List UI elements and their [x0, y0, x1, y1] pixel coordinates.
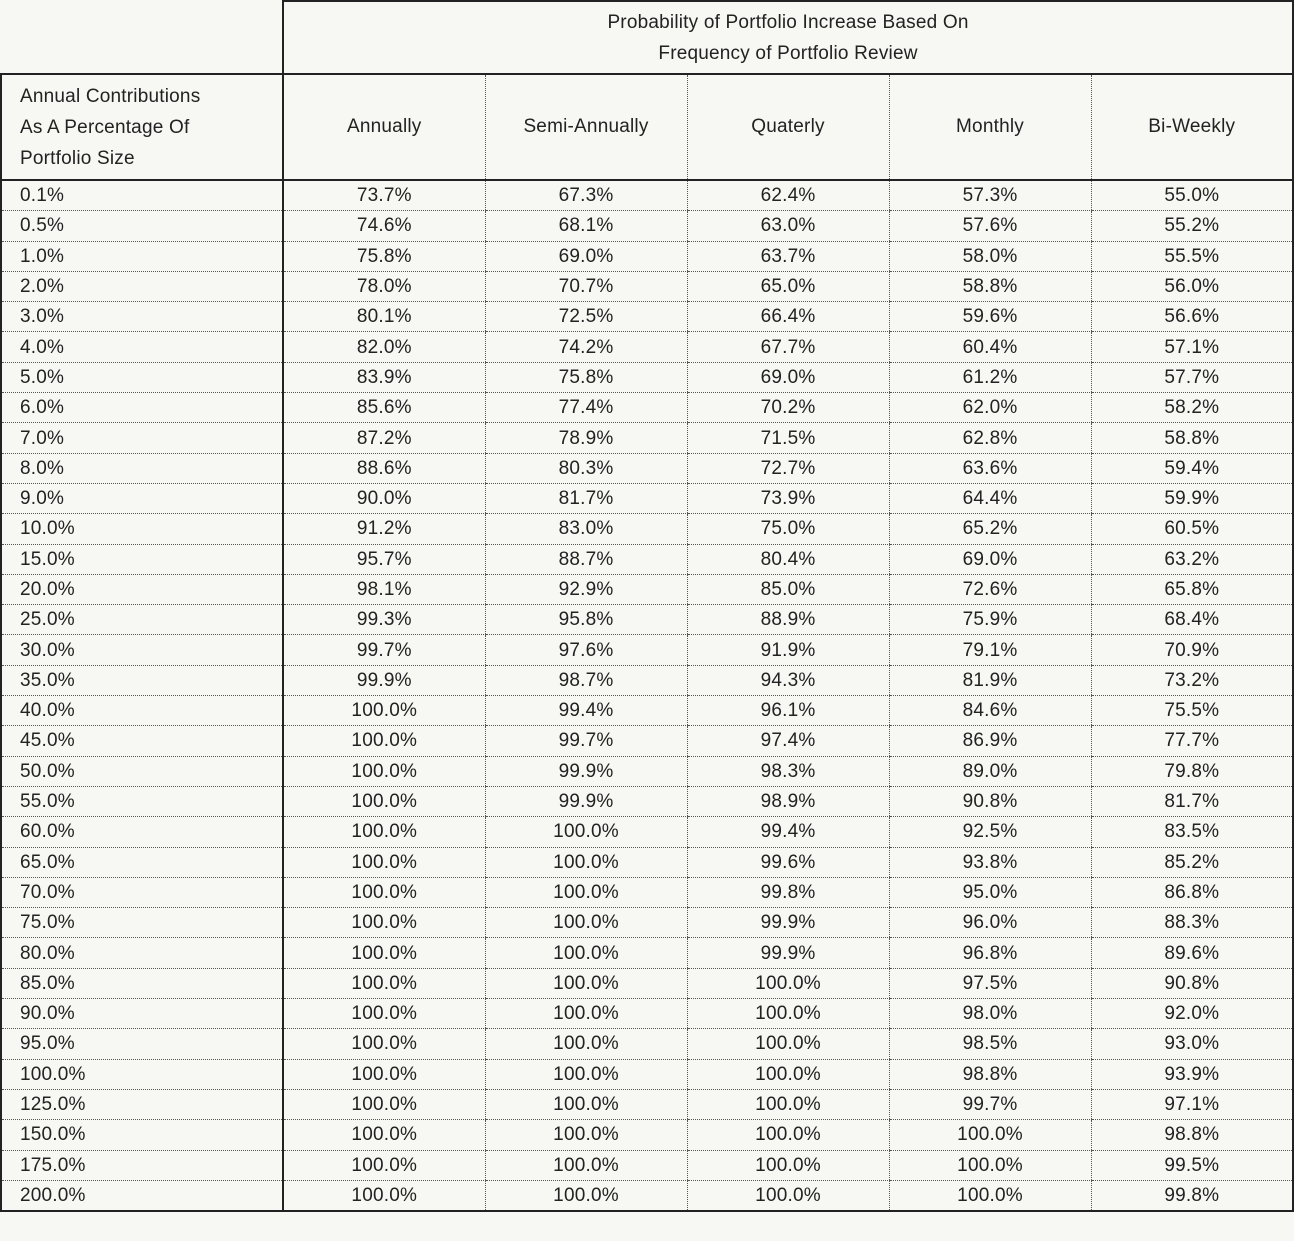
value-cell-annually: 99.9% — [283, 665, 485, 695]
value-cell-semi-annually: 100.0% — [485, 1029, 687, 1059]
table-row — [1, 938, 1293, 968]
table-row — [1, 180, 1293, 211]
value-cell-annually: 100.0% — [283, 1180, 485, 1211]
value-cell-semi-annually: 92.9% — [485, 574, 687, 604]
value-cell-monthly: 62.8% — [889, 423, 1091, 453]
value-cell-monthly: 72.6% — [889, 574, 1091, 604]
value-cell-quaterly: 100.0% — [687, 1089, 889, 1119]
value-cell-annually: 100.0% — [283, 1150, 485, 1180]
value-cell-bi-weekly: 55.0% — [1091, 180, 1293, 211]
value-cell-annually: 100.0% — [283, 938, 485, 968]
row-label-cell: 60.0% — [1, 817, 283, 847]
table-row — [1, 1150, 1293, 1180]
value-cell-bi-weekly: 63.2% — [1091, 544, 1293, 574]
value-cell-semi-annually: 97.6% — [485, 635, 687, 665]
value-cell-annually: 100.0% — [283, 999, 485, 1029]
row-label-cell: 50.0% — [1, 756, 283, 786]
value-cell-monthly: 58.8% — [889, 271, 1091, 301]
value-cell-semi-annually: 75.8% — [485, 362, 687, 392]
value-cell-semi-annually: 99.9% — [485, 786, 687, 816]
row-label-cell: 150.0% — [1, 1120, 283, 1150]
table-title-line-1: Probability of Portfolio Increase Based On — [607, 12, 969, 33]
value-cell-annually: 75.8% — [283, 241, 485, 271]
row-label-cell: 4.0% — [1, 332, 283, 362]
row-label-cell: 2.0% — [1, 271, 283, 301]
value-cell-quaterly: 71.5% — [687, 423, 889, 453]
value-cell-bi-weekly: 85.2% — [1091, 847, 1293, 877]
value-cell-bi-weekly: 88.3% — [1091, 908, 1293, 938]
value-cell-annually: 91.2% — [283, 514, 485, 544]
value-cell-annually: 100.0% — [283, 696, 485, 726]
value-cell-monthly: 59.6% — [889, 302, 1091, 332]
value-cell-bi-weekly: 99.8% — [1091, 1180, 1293, 1211]
value-cell-bi-weekly: 75.5% — [1091, 696, 1293, 726]
value-cell-annually: 100.0% — [283, 817, 485, 847]
table-row — [1, 302, 1293, 332]
value-cell-monthly: 99.7% — [889, 1089, 1091, 1119]
row-label-cell: 40.0% — [1, 696, 283, 726]
value-cell-bi-weekly: 81.7% — [1091, 786, 1293, 816]
row-label-cell: 45.0% — [1, 726, 283, 756]
value-cell-annually: 100.0% — [283, 1059, 485, 1089]
value-cell-quaterly: 94.3% — [687, 665, 889, 695]
table-title-line-2: Frequency of Portfolio Review — [658, 43, 918, 64]
value-cell-monthly: 93.8% — [889, 847, 1091, 877]
value-cell-quaterly: 65.0% — [687, 271, 889, 301]
value-cell-quaterly: 85.0% — [687, 574, 889, 604]
table-row — [1, 877, 1293, 907]
value-cell-monthly: 81.9% — [889, 665, 1091, 695]
value-cell-monthly: 97.5% — [889, 968, 1091, 998]
row-label-cell: 20.0% — [1, 574, 283, 604]
row-label-cell: 125.0% — [1, 1089, 283, 1119]
value-cell-quaterly: 100.0% — [687, 968, 889, 998]
value-cell-quaterly: 70.2% — [687, 393, 889, 423]
value-cell-semi-annually: 88.7% — [485, 544, 687, 574]
table-row — [1, 999, 1293, 1029]
value-cell-semi-annually: 95.8% — [485, 605, 687, 635]
value-cell-semi-annually: 67.3% — [485, 180, 687, 211]
value-cell-semi-annually: 100.0% — [485, 938, 687, 968]
value-cell-quaterly: 100.0% — [687, 1180, 889, 1211]
value-cell-annually: 82.0% — [283, 332, 485, 362]
value-cell-quaterly: 100.0% — [687, 1120, 889, 1150]
value-cell-semi-annually: 83.0% — [485, 514, 687, 544]
value-cell-annually: 99.3% — [283, 605, 485, 635]
value-cell-semi-annually: 99.4% — [485, 696, 687, 726]
value-cell-monthly: 86.9% — [889, 726, 1091, 756]
value-cell-annually: 88.6% — [283, 453, 485, 483]
value-cell-annually: 78.0% — [283, 271, 485, 301]
value-cell-annually: 100.0% — [283, 968, 485, 998]
value-cell-bi-weekly: 73.2% — [1091, 665, 1293, 695]
value-cell-annually: 83.9% — [283, 362, 485, 392]
value-cell-semi-annually: 69.0% — [485, 241, 687, 271]
value-cell-bi-weekly: 79.8% — [1091, 756, 1293, 786]
table-row — [1, 635, 1293, 665]
value-cell-semi-annually: 100.0% — [485, 968, 687, 998]
value-cell-monthly: 98.8% — [889, 1059, 1091, 1089]
value-cell-quaterly: 66.4% — [687, 302, 889, 332]
value-cell-quaterly: 72.7% — [687, 453, 889, 483]
super-header-row — [1, 1, 1293, 74]
value-cell-semi-annually: 100.0% — [485, 877, 687, 907]
value-cell-quaterly: 69.0% — [687, 362, 889, 392]
value-cell-annually: 100.0% — [283, 786, 485, 816]
row-label-cell: 5.0% — [1, 362, 283, 392]
value-cell-bi-weekly: 57.7% — [1091, 362, 1293, 392]
value-cell-monthly: 90.8% — [889, 786, 1091, 816]
value-cell-bi-weekly: 86.8% — [1091, 877, 1293, 907]
value-cell-annually: 87.2% — [283, 423, 485, 453]
row-label-cell: 95.0% — [1, 1029, 283, 1059]
table-row — [1, 332, 1293, 362]
table-row — [1, 211, 1293, 241]
row-label-cell: 35.0% — [1, 665, 283, 695]
row-label-cell: 100.0% — [1, 1059, 283, 1089]
value-cell-semi-annually: 70.7% — [485, 271, 687, 301]
table-row — [1, 271, 1293, 301]
table-row — [1, 968, 1293, 998]
value-cell-monthly: 96.8% — [889, 938, 1091, 968]
value-cell-bi-weekly: 93.0% — [1091, 1029, 1293, 1059]
value-cell-semi-annually: 100.0% — [485, 1180, 687, 1211]
row-header-title-line-2: As A Percentage Of — [20, 116, 190, 138]
row-header-title-line-1: Annual Contributions — [20, 85, 201, 107]
value-cell-annually: 100.0% — [283, 1120, 485, 1150]
value-cell-monthly: 75.9% — [889, 605, 1091, 635]
value-cell-annually: 100.0% — [283, 847, 485, 877]
value-cell-quaterly: 67.7% — [687, 332, 889, 362]
value-cell-annually: 74.6% — [283, 211, 485, 241]
value-cell-bi-weekly: 55.2% — [1091, 211, 1293, 241]
value-cell-semi-annually: 100.0% — [485, 817, 687, 847]
value-cell-semi-annually: 98.7% — [485, 665, 687, 695]
value-cell-semi-annually: 99.7% — [485, 726, 687, 756]
value-cell-monthly: 65.2% — [889, 514, 1091, 544]
value-cell-monthly: 98.0% — [889, 999, 1091, 1029]
table-row — [1, 544, 1293, 574]
value-cell-annually: 100.0% — [283, 726, 485, 756]
value-cell-bi-weekly: 65.8% — [1091, 574, 1293, 604]
row-label-cell: 75.0% — [1, 908, 283, 938]
row-label-cell: 55.0% — [1, 786, 283, 816]
value-cell-monthly: 64.4% — [889, 483, 1091, 513]
column-header-semi-annually: Semi-Annually — [485, 74, 687, 180]
table-row — [1, 241, 1293, 271]
row-label-cell: 0.5% — [1, 211, 283, 241]
table-row — [1, 786, 1293, 816]
value-cell-semi-annually: 72.5% — [485, 302, 687, 332]
table-row — [1, 574, 1293, 604]
value-cell-annually: 73.7% — [283, 180, 485, 211]
value-cell-monthly: 100.0% — [889, 1120, 1091, 1150]
value-cell-quaterly: 63.0% — [687, 211, 889, 241]
value-cell-quaterly: 75.0% — [687, 514, 889, 544]
column-header-annually: Annually — [283, 74, 485, 180]
value-cell-annually: 85.6% — [283, 393, 485, 423]
row-label-cell: 25.0% — [1, 605, 283, 635]
table-row — [1, 665, 1293, 695]
value-cell-bi-weekly: 55.5% — [1091, 241, 1293, 271]
value-cell-semi-annually: 100.0% — [485, 1059, 687, 1089]
value-cell-monthly: 62.0% — [889, 393, 1091, 423]
column-header-row — [1, 74, 1293, 180]
table-row — [1, 756, 1293, 786]
value-cell-bi-weekly: 58.8% — [1091, 423, 1293, 453]
value-cell-semi-annually: 80.3% — [485, 453, 687, 483]
value-cell-bi-weekly: 89.6% — [1091, 938, 1293, 968]
value-cell-bi-weekly: 90.8% — [1091, 968, 1293, 998]
value-cell-quaterly: 88.9% — [687, 605, 889, 635]
value-cell-quaterly: 100.0% — [687, 1029, 889, 1059]
value-cell-monthly: 84.6% — [889, 696, 1091, 726]
value-cell-monthly: 96.0% — [889, 908, 1091, 938]
value-cell-semi-annually: 100.0% — [485, 999, 687, 1029]
value-cell-quaterly: 62.4% — [687, 180, 889, 211]
value-cell-annually: 100.0% — [283, 1089, 485, 1119]
row-label-cell: 15.0% — [1, 544, 283, 574]
table-row — [1, 696, 1293, 726]
column-header-monthly: Monthly — [889, 74, 1091, 180]
value-cell-semi-annually: 99.9% — [485, 756, 687, 786]
value-cell-bi-weekly: 97.1% — [1091, 1089, 1293, 1119]
value-cell-quaterly: 99.9% — [687, 908, 889, 938]
table-row — [1, 423, 1293, 453]
value-cell-semi-annually: 100.0% — [485, 847, 687, 877]
table-row — [1, 847, 1293, 877]
row-label-cell: 1.0% — [1, 241, 283, 271]
value-cell-monthly: 60.4% — [889, 332, 1091, 362]
value-cell-semi-annually: 77.4% — [485, 393, 687, 423]
value-cell-semi-annually: 100.0% — [485, 1089, 687, 1119]
table-row — [1, 483, 1293, 513]
column-header-quaterly: Quaterly — [687, 74, 889, 180]
value-cell-bi-weekly: 56.6% — [1091, 302, 1293, 332]
column-header-bi-weekly: Bi-Weekly — [1091, 74, 1293, 180]
table-row — [1, 1029, 1293, 1059]
row-label-cell: 10.0% — [1, 514, 283, 544]
row-label-cell: 65.0% — [1, 847, 283, 877]
value-cell-quaterly: 99.6% — [687, 847, 889, 877]
value-cell-annually: 100.0% — [283, 1029, 485, 1059]
value-cell-quaterly: 80.4% — [687, 544, 889, 574]
row-label-cell: 6.0% — [1, 393, 283, 423]
row-header-title — [1, 74, 283, 180]
value-cell-semi-annually: 100.0% — [485, 908, 687, 938]
value-cell-quaterly: 100.0% — [687, 1150, 889, 1180]
table-row — [1, 1120, 1293, 1150]
value-cell-semi-annually: 81.7% — [485, 483, 687, 513]
value-cell-monthly: 92.5% — [889, 817, 1091, 847]
value-cell-bi-weekly: 59.9% — [1091, 483, 1293, 513]
table-row — [1, 1180, 1293, 1211]
value-cell-monthly: 69.0% — [889, 544, 1091, 574]
value-cell-quaterly: 99.8% — [687, 877, 889, 907]
value-cell-monthly: 79.1% — [889, 635, 1091, 665]
value-cell-annually: 100.0% — [283, 756, 485, 786]
value-cell-semi-annually: 74.2% — [485, 332, 687, 362]
table-row — [1, 514, 1293, 544]
row-label-cell: 7.0% — [1, 423, 283, 453]
row-label-cell: 30.0% — [1, 635, 283, 665]
table-row — [1, 362, 1293, 392]
value-cell-bi-weekly: 56.0% — [1091, 271, 1293, 301]
row-label-cell: 70.0% — [1, 877, 283, 907]
value-cell-annually: 90.0% — [283, 483, 485, 513]
table-title — [283, 1, 1293, 74]
value-cell-bi-weekly: 92.0% — [1091, 999, 1293, 1029]
table-row — [1, 908, 1293, 938]
row-label-cell: 3.0% — [1, 302, 283, 332]
row-label-cell: 90.0% — [1, 999, 283, 1029]
value-cell-bi-weekly: 77.7% — [1091, 726, 1293, 756]
row-label-cell: 9.0% — [1, 483, 283, 513]
value-cell-bi-weekly: 59.4% — [1091, 453, 1293, 483]
table-row — [1, 726, 1293, 756]
table-row — [1, 453, 1293, 483]
value-cell-bi-weekly: 83.5% — [1091, 817, 1293, 847]
value-cell-monthly: 95.0% — [889, 877, 1091, 907]
value-cell-bi-weekly: 57.1% — [1091, 332, 1293, 362]
value-cell-monthly: 61.2% — [889, 362, 1091, 392]
value-cell-annually: 100.0% — [283, 908, 485, 938]
row-label-cell: 8.0% — [1, 453, 283, 483]
value-cell-semi-annually: 68.1% — [485, 211, 687, 241]
table-row — [1, 817, 1293, 847]
row-header-title-line-3: Portfolio Size — [20, 147, 135, 169]
value-cell-quaterly: 100.0% — [687, 1059, 889, 1089]
value-cell-bi-weekly: 93.9% — [1091, 1059, 1293, 1089]
value-cell-quaterly: 96.1% — [687, 696, 889, 726]
value-cell-annually: 95.7% — [283, 544, 485, 574]
row-label-cell: 175.0% — [1, 1150, 283, 1180]
value-cell-bi-weekly: 70.9% — [1091, 635, 1293, 665]
value-cell-monthly: 100.0% — [889, 1180, 1091, 1211]
value-cell-monthly: 98.5% — [889, 1029, 1091, 1059]
value-cell-quaterly: 97.4% — [687, 726, 889, 756]
value-cell-quaterly: 98.9% — [687, 786, 889, 816]
corner-blank-cell — [1, 1, 283, 74]
value-cell-monthly: 63.6% — [889, 453, 1091, 483]
value-cell-bi-weekly: 58.2% — [1091, 393, 1293, 423]
value-cell-quaterly: 99.4% — [687, 817, 889, 847]
table-row — [1, 605, 1293, 635]
value-cell-annually: 98.1% — [283, 574, 485, 604]
value-cell-annually: 100.0% — [283, 877, 485, 907]
row-label-cell: 0.1% — [1, 180, 283, 211]
value-cell-bi-weekly: 60.5% — [1091, 514, 1293, 544]
value-cell-quaterly: 63.7% — [687, 241, 889, 271]
value-cell-quaterly: 73.9% — [687, 483, 889, 513]
value-cell-quaterly: 99.9% — [687, 938, 889, 968]
value-cell-monthly: 89.0% — [889, 756, 1091, 786]
value-cell-bi-weekly: 99.5% — [1091, 1150, 1293, 1180]
value-cell-annually: 80.1% — [283, 302, 485, 332]
value-cell-bi-weekly: 68.4% — [1091, 605, 1293, 635]
value-cell-monthly: 57.3% — [889, 180, 1091, 211]
table-row — [1, 393, 1293, 423]
row-label-cell: 80.0% — [1, 938, 283, 968]
value-cell-semi-annually: 78.9% — [485, 423, 687, 453]
value-cell-bi-weekly: 98.8% — [1091, 1120, 1293, 1150]
table-row — [1, 1059, 1293, 1089]
value-cell-quaterly: 91.9% — [687, 635, 889, 665]
value-cell-semi-annually: 100.0% — [485, 1120, 687, 1150]
value-cell-quaterly: 98.3% — [687, 756, 889, 786]
value-cell-monthly: 58.0% — [889, 241, 1091, 271]
row-label-cell: 200.0% — [1, 1180, 283, 1211]
row-label-cell: 85.0% — [1, 968, 283, 998]
value-cell-semi-annually: 100.0% — [485, 1150, 687, 1180]
value-cell-quaterly: 100.0% — [687, 999, 889, 1029]
value-cell-annually: 99.7% — [283, 635, 485, 665]
value-cell-monthly: 57.6% — [889, 211, 1091, 241]
table-row — [1, 1089, 1293, 1119]
value-cell-monthly: 100.0% — [889, 1150, 1091, 1180]
